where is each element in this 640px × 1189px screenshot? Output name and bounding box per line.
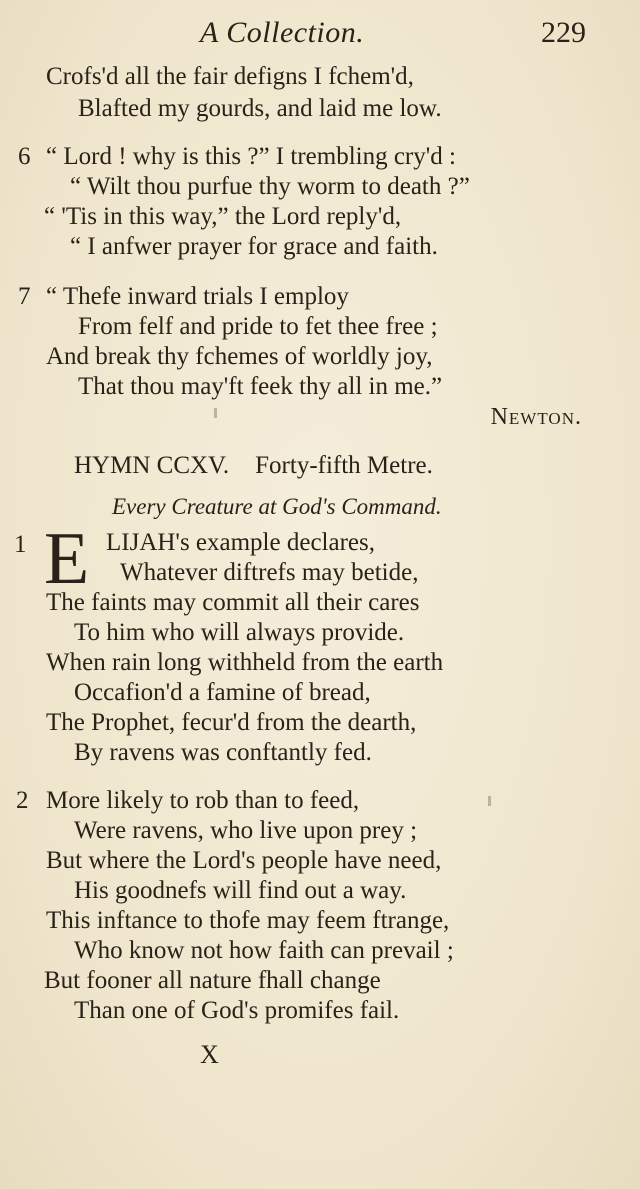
verse-line: Than one of God's promifes fail.: [74, 997, 400, 1024]
verse-line: Blafted my gourds, and laid me low.: [78, 95, 442, 122]
verse-line: To him who will always provide.: [74, 619, 405, 646]
verse-line: “ Lord ! why is this ?” I trembling cry'd :: [46, 143, 456, 170]
running-title: A Collection.: [200, 16, 365, 49]
stanza-number: 6: [18, 143, 31, 170]
verse-line: Were ravens, who live upon prey ;: [74, 817, 418, 844]
verse-line: More likely to rob than to feed,: [46, 787, 360, 814]
verse-line: Crofs'd all the fair defigns I fchem'd,: [46, 63, 414, 90]
stanza-number: 2: [16, 787, 29, 814]
stanza-number: 7: [18, 283, 31, 310]
ink-speck: [214, 408, 217, 418]
page-number: 229: [541, 16, 586, 49]
verse-line: Who know not how faith can prevail ;: [74, 937, 454, 964]
verse-line: Whatever diftrefs may betide,: [120, 559, 419, 586]
author-attribution: Newton.: [490, 404, 582, 430]
verse-line: “ 'Tis in this way,” the Lord reply'd,: [44, 203, 402, 230]
page-header: [0, 14, 640, 54]
verse-line: When rain long withheld from the earth: [46, 649, 444, 676]
verse-line: The faints may commit all their cares: [46, 589, 420, 616]
drop-cap: E: [44, 518, 90, 600]
verse-line: Occafion'd a famine of bread,: [74, 679, 371, 706]
ink-speck: [488, 796, 491, 806]
hymn-subtitle: Every Creature at God's Command.: [112, 494, 442, 519]
verse-line: The Prophet, fecur'd from the dearth,: [46, 709, 417, 736]
verse-line: But fooner all nature fhall change: [44, 967, 381, 994]
verse-line: This inftance to thofe may feem ftrange,: [46, 907, 450, 934]
hymn-metre: Forty-fifth Metre.: [255, 452, 433, 479]
verse-line: That thou may'ft feek thy all in me.”: [78, 373, 443, 400]
hymn-title: HYMN CCXV.: [74, 452, 230, 479]
signature-mark: X: [200, 1040, 219, 1069]
verse-line: LIJAH's example declares,: [106, 529, 375, 556]
stanza-number: 1: [14, 531, 27, 558]
verse-line: “ Wilt thou purfue thy worm to death ?”: [70, 173, 470, 200]
verse-line: But where the Lord's people have need,: [46, 847, 442, 874]
verse-line: “ I anfwer prayer for grace and faith.: [70, 233, 438, 260]
verse-line: And break thy fchemes of worldly joy,: [46, 343, 433, 370]
verse-line: His goodnefs will find out a way.: [74, 877, 407, 904]
hymn-heading: [74, 452, 433, 480]
verse-line: From felf and pride to fet thee free ;: [78, 313, 438, 340]
verse-line: By ravens was conftantly fed.: [74, 739, 372, 766]
verse-line: “ Thefe inward trials I employ: [46, 283, 349, 310]
